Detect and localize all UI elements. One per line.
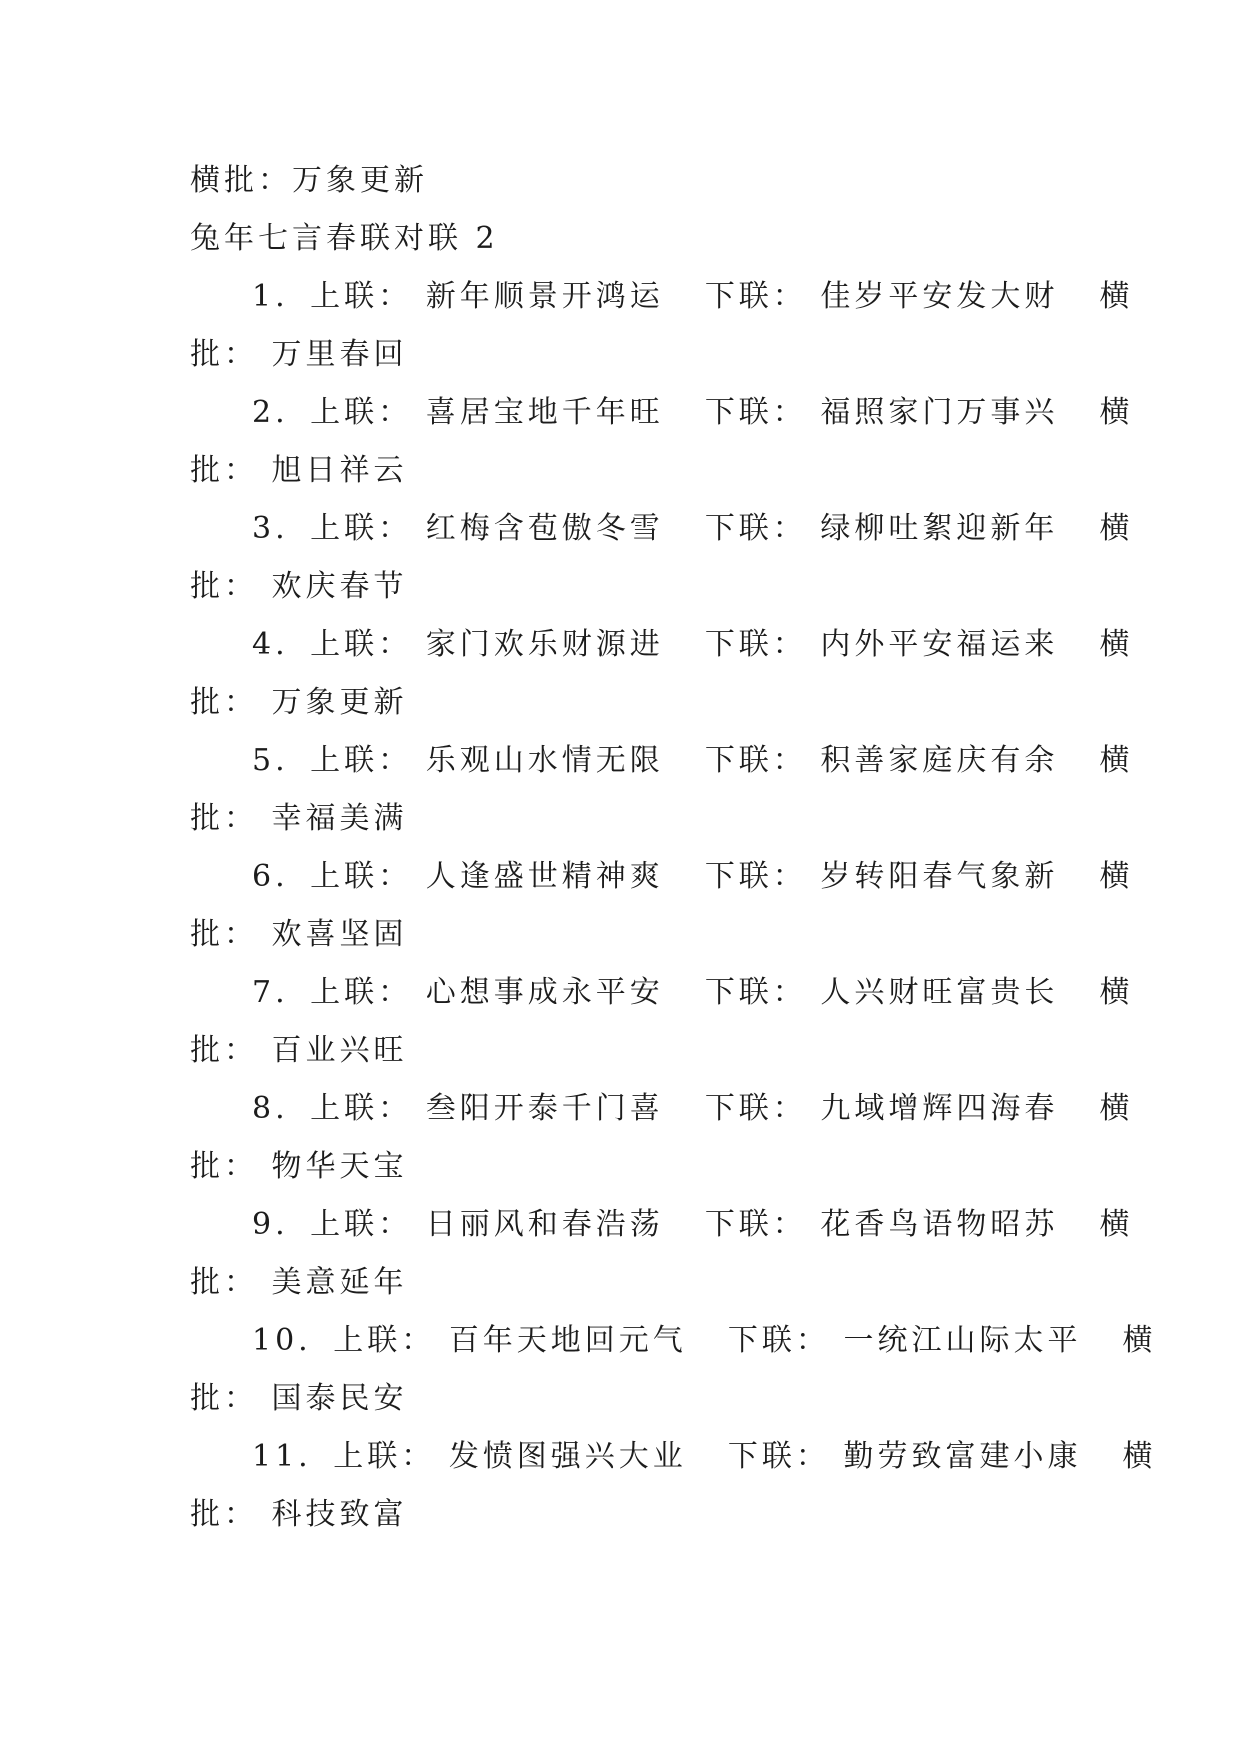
banner-label-end: 批： — [190, 453, 258, 488]
banner-text: 美意延年 — [271, 1265, 408, 1300]
lower-text: 岁转阳春气象新 — [820, 859, 1059, 894]
couplet-second-line — [190, 1486, 1060, 1544]
couplet-item — [190, 1080, 1134, 1196]
couplet-number: 5. — [252, 743, 289, 778]
banner-label-start: 横 — [1099, 279, 1134, 314]
lower-text: 花香鸟语物昭苏 — [820, 1207, 1059, 1242]
couplet-number: 9. — [252, 1207, 289, 1242]
banner-label-start: 横 — [1099, 743, 1134, 778]
upper-label: 上联： — [333, 1439, 436, 1474]
couplet-second-line — [190, 790, 1060, 848]
document-body — [190, 152, 1157, 1544]
lower-label: 下联： — [727, 1439, 830, 1474]
couplet-first-line — [190, 1428, 1157, 1486]
upper-text: 心想事成永平安 — [425, 975, 664, 1010]
couplet-first-line — [190, 268, 1134, 326]
couplet-item — [190, 268, 1134, 384]
couplet-second-line — [190, 906, 1060, 964]
banner-text: 欢庆春节 — [271, 569, 408, 604]
couplet-second-line — [190, 1254, 1060, 1312]
couplet-first-line — [190, 964, 1134, 1022]
upper-text: 叁阳开泰千门喜 — [425, 1091, 664, 1126]
lower-text: 九域增辉四海春 — [820, 1091, 1059, 1126]
couplet-number: 1. — [252, 279, 289, 314]
couplet-second-line — [190, 674, 1060, 732]
couplet-first-line — [190, 616, 1134, 674]
banner-label-end: 批： — [190, 1497, 258, 1532]
couplet-item — [190, 1428, 1157, 1544]
upper-text: 人逢盛世精神爽 — [425, 859, 664, 894]
couplet-number: 10. — [252, 1323, 312, 1358]
upper-label: 上联： — [310, 1207, 413, 1242]
couplet-number: 3. — [252, 511, 289, 546]
couplet-item — [190, 964, 1134, 1080]
couplet-second-line — [190, 326, 1060, 384]
lower-label: 下联： — [704, 975, 807, 1010]
upper-text: 百年天地回元气 — [448, 1323, 687, 1358]
couplet-list — [190, 268, 1157, 1544]
banner-label-end: 批： — [190, 1149, 258, 1184]
banner-label-end: 批： — [190, 337, 258, 372]
banner-text: 物华天宝 — [271, 1149, 408, 1184]
upper-label: 上联： — [310, 859, 413, 894]
upper-text: 乐观山水情无限 — [425, 743, 664, 778]
lower-label: 下联： — [704, 1207, 807, 1242]
banner-label-start: 横 — [1099, 1091, 1134, 1126]
couplet-second-line — [190, 1370, 1060, 1428]
upper-label: 上联： — [310, 279, 413, 314]
banner-label-end: 批： — [190, 1033, 258, 1068]
upper-text: 喜居宝地千年旺 — [425, 395, 664, 430]
couplet-item — [190, 732, 1134, 848]
couplet-second-line — [190, 442, 1060, 500]
lower-text: 绿柳吐絮迎新年 — [820, 511, 1059, 546]
upper-text: 红梅含苞傲冬雪 — [425, 511, 664, 546]
banner-label-start: 横 — [1099, 975, 1134, 1010]
banner-label-end: 批： — [190, 1381, 258, 1416]
couplet-item — [190, 1312, 1157, 1428]
couplet-number: 11. — [252, 1439, 312, 1474]
banner-label-start: 横 — [1099, 395, 1134, 430]
lower-label: 下联： — [727, 1323, 830, 1358]
banner-text: 幸福美满 — [271, 801, 408, 836]
lower-label: 下联： — [704, 395, 807, 430]
banner-label-start: 横 — [1099, 1207, 1134, 1242]
couplet-item — [190, 616, 1134, 732]
lower-text: 人兴财旺富贵长 — [820, 975, 1059, 1010]
couplet-first-line — [190, 1080, 1134, 1138]
lower-text: 一统江山际太平 — [843, 1323, 1082, 1358]
couplet-number: 4. — [252, 627, 289, 662]
intro-line: 横批：万象更新 — [190, 163, 428, 198]
upper-text: 日丽风和春浩荡 — [425, 1207, 664, 1242]
couplet-number: 2. — [252, 395, 289, 430]
banner-text: 旭日祥云 — [271, 453, 408, 488]
upper-label: 上联： — [310, 511, 413, 546]
lower-text: 勤劳致富建小康 — [843, 1439, 1082, 1474]
banner-text: 国泰民安 — [271, 1381, 408, 1416]
couplet-number: 7. — [252, 975, 289, 1010]
upper-label: 上联： — [310, 975, 413, 1010]
upper-text: 发愤图强兴大业 — [448, 1439, 687, 1474]
banner-label-end: 批： — [190, 569, 258, 604]
banner-label-start: 横 — [1122, 1439, 1157, 1474]
couplet-second-line — [190, 558, 1060, 616]
banner-text: 欢喜坚固 — [271, 917, 408, 952]
lower-text: 内外平安福运来 — [820, 627, 1059, 662]
lower-label: 下联： — [704, 1091, 807, 1126]
couplet-first-line — [190, 500, 1134, 558]
banner-label-end: 批： — [190, 685, 258, 720]
upper-label: 上联： — [310, 395, 413, 430]
couplet-item — [190, 384, 1134, 500]
couplet-second-line — [190, 1022, 1060, 1080]
couplet-first-line — [190, 384, 1134, 442]
banner-text: 科技致富 — [271, 1497, 408, 1532]
banner-label-start: 横 — [1099, 627, 1134, 662]
lower-label: 下联： — [704, 511, 807, 546]
banner-label-end: 批： — [190, 1265, 258, 1300]
upper-label: 上联： — [310, 743, 413, 778]
upper-text: 新年顺景开鸿运 — [425, 279, 664, 314]
couplet-item — [190, 848, 1134, 964]
couplet-item — [190, 500, 1134, 616]
lower-text: 积善家庭庆有余 — [820, 743, 1059, 778]
lower-text: 佳岁平安发大财 — [820, 279, 1059, 314]
banner-label-start: 横 — [1099, 859, 1134, 894]
couplet-first-line — [190, 1312, 1157, 1370]
lower-label: 下联： — [704, 627, 807, 662]
couplet-first-line — [190, 1196, 1134, 1254]
banner-label-start: 横 — [1122, 1323, 1157, 1358]
couplet-number: 8. — [252, 1091, 289, 1126]
upper-label: 上联： — [310, 1091, 413, 1126]
couplet-first-line — [190, 732, 1134, 790]
upper-text: 家门欢乐财源进 — [425, 627, 664, 662]
upper-label: 上联： — [333, 1323, 436, 1358]
couplet-item — [190, 1196, 1134, 1312]
banner-text: 万象更新 — [271, 685, 408, 720]
section-title: 兔年七言春联对联 2 — [190, 221, 499, 256]
banner-label-end: 批： — [190, 917, 258, 952]
lower-label: 下联： — [704, 859, 807, 894]
banner-text: 万里春回 — [271, 337, 408, 372]
lower-label: 下联： — [704, 279, 807, 314]
couplet-number: 6. — [252, 859, 289, 894]
couplet-second-line — [190, 1138, 1060, 1196]
lower-text: 福照家门万事兴 — [820, 395, 1059, 430]
banner-label-end: 批： — [190, 801, 258, 836]
banner-text: 百业兴旺 — [271, 1033, 408, 1068]
lower-label: 下联： — [704, 743, 807, 778]
banner-label-start: 横 — [1099, 511, 1134, 546]
couplet-first-line — [190, 848, 1134, 906]
upper-label: 上联： — [310, 627, 413, 662]
